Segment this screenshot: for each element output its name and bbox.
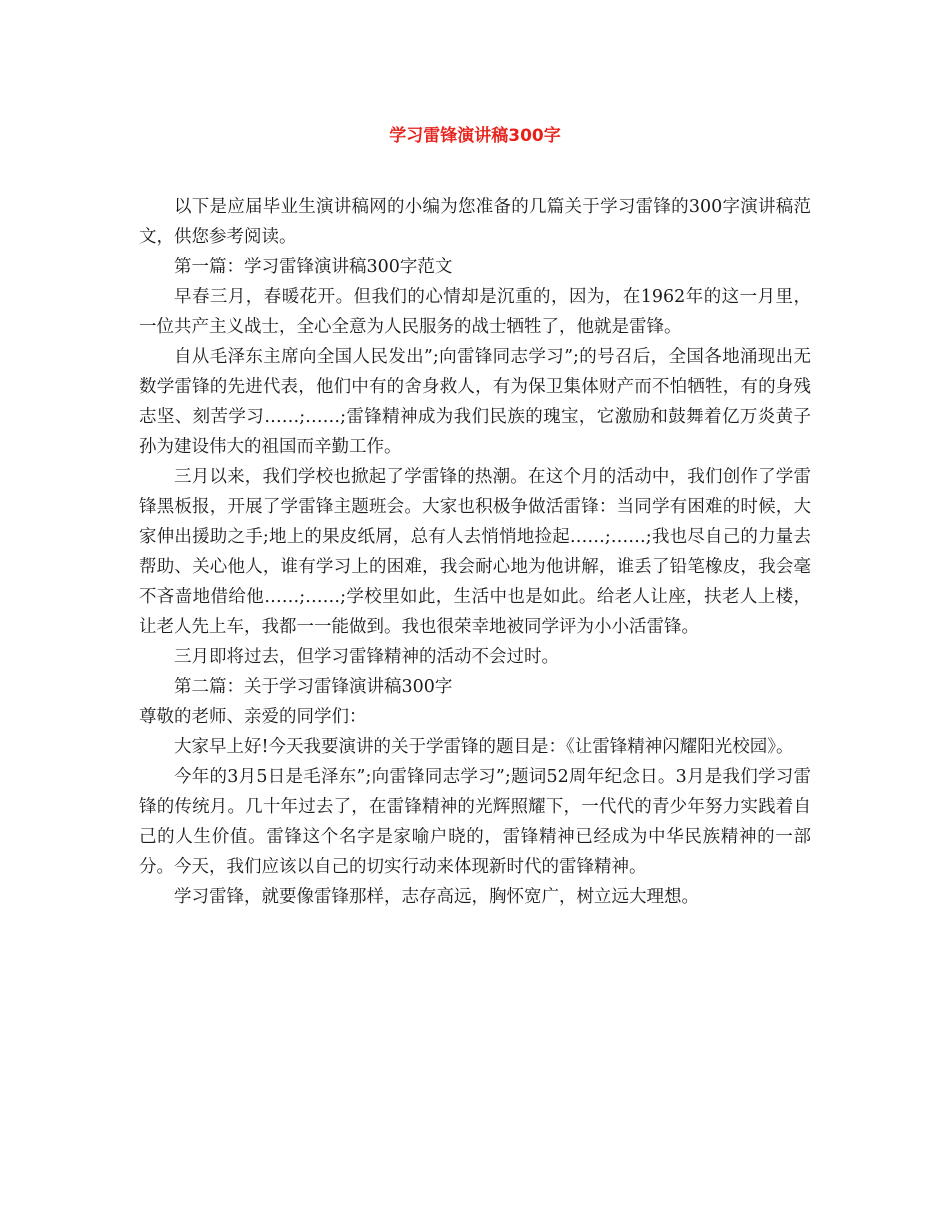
document-title: 学习雷锋演讲稿300字 — [389, 126, 561, 146]
paragraph: 早春三月，春暖花开。但我们的心情却是沉重的，因为，在1962年的这一月里，一位共产主义战士，全心全意为人民服务的战士牺牲了，他就是雷锋。 — [139, 287, 811, 337]
document-body — [139, 192, 811, 912]
paragraph: 大家早上好!今天我要演讲的关于学雷锋的题目是：《让雷锋精神闪耀阳光校园》。 — [174, 737, 794, 757]
paragraph-intro: 以下是应届毕业生演讲稿网的小编为您准备的几篇关于学习雷锋的300字演讲稿范文，供您参考阅读。 — [139, 197, 811, 247]
paragraph: 三月以来，我们学校也掀起了学雷锋的热潮。在这个月的活动中，我们创作了学雷锋黑板报，开展了学雷锋主题班会。大家也积极争做活雷锋：当同学有困难的时候，大家伸出援助之手;地上的果皮纸屑，总有人去悄悄地捡起……;……;我也尽自己的力量去帮助、关心他人，谁有学习上的困难，我会耐心地为他讲解，谁丢了铅笔橡皮，我会毫不吝啬地借给他……;……;学校里如此，生活中也是如此。给老人让座，扶老人上楼，让老人先上车，我都一一能做到。我也很荣幸地被同学评为小小活雷锋。 — [139, 467, 811, 637]
section-heading-2: 第二篇：关于学习雷锋演讲稿300字 — [174, 677, 453, 697]
salutation: 尊敬的老师、亲爱的同学们： — [139, 707, 367, 727]
paragraph: 自从毛泽东主席向全国人民发出”;向雷锋同志学习”;的号召后，全国各地涌现出无数学雷锋的先进代表，他们中有的舍身救人，有为保卫集体财产而不怕牺牲，有的身残志坚、刻苦学习……;……;雷锋精神成为我们民族的瑰宝，它激励和鼓舞着亿万炎黄子孙为建设伟大的祖国而辛勤工作。 — [139, 347, 811, 457]
section-heading-1: 第一篇：学习雷锋演讲稿300字范文 — [174, 257, 453, 277]
paragraph: 三月即将过去，但学习雷锋精神的活动不会过时。 — [174, 647, 559, 667]
paragraph: 今年的3月5日是毛泽东”;向雷锋同志学习”;题词52周年纪念日。3月是我们学习雷锋的传统月。几十年过去了，在雷锋精神的光辉照耀下，一代代的青少年努力实践着自己的人生价值。雷锋这个名字是家喻户晓的，雷锋精神已经成为中华民族精神的一部分。今天，我们应该以自己的切实行动来体现新时代的雷锋精神。 — [139, 767, 811, 877]
paragraph: 学习雷锋，就要像雷锋那样，志存高远，胸怀宽广，树立远大理想。 — [174, 887, 699, 907]
